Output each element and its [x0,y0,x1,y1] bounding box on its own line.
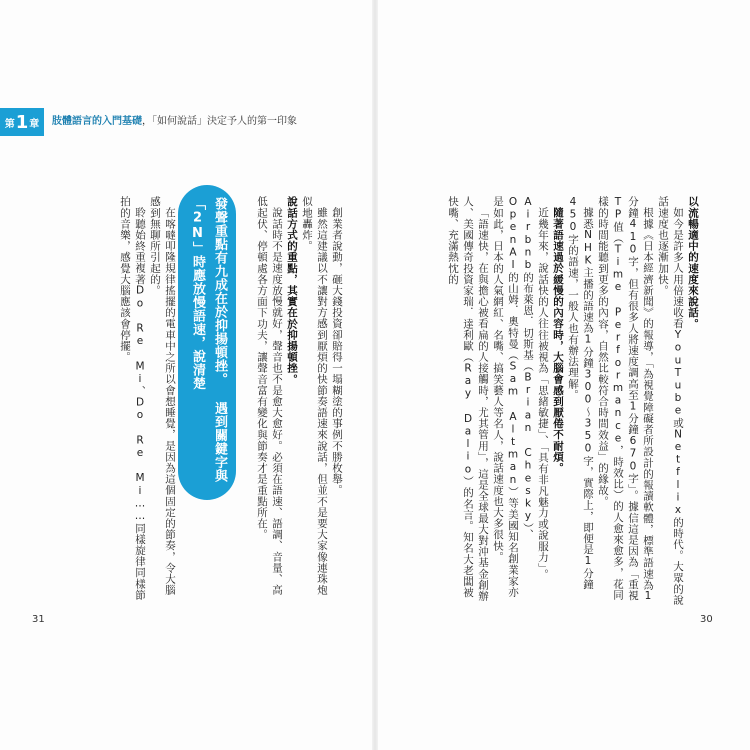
paragraph: 如今是許多人用倍速收看YouTube或Netflix的時代。大眾的說話速度也逐漸加快。 [657,196,684,605]
paragraph: 聆聽始終重複著Do Re Mi、Do Re Mi……同樣旋律同樣節拍的音樂，感覺大腦應該會停擺。 [119,196,146,600]
running-header-chapter-title: 肢體語言的入門基礎 [52,116,142,127]
paragraph: 近幾年來，說話快的人往往被視為「思緒敏捷」、「具有非凡魅力或說服力」。Airbnb的布萊恩．切斯基（Brian Chesky）、OpenAI的山姆．奧特曼（Sam Altman）等美國知名創業家亦是如此，日本的人氣網紅、名嘴、搞笑藝人等名人，說話速度也大多很快。 [492,196,549,598]
paragraph: 說話時不是速度放慢就好，聲音也不是愈大愈好。必須在語速、語調、音量、高低起伏、停頓處各方面下功夫，讓聲音富有變化與節奏才是重點所在。 [256,196,283,595]
emphasis-heading: 說話方式的重點，其實在於抑揚頓挫。 [286,196,298,385]
running-header [52,112,297,127]
key-point-callout [178,185,236,500]
right-page-body [400,196,700,606]
emphasis-paragraph: 隨著語速過於緩慢的內容時，大腦會感到厭倦不耐煩。 [552,206,564,473]
page-number-right: 30 [700,614,713,625]
chapter-suffix: 章 [29,118,40,130]
paragraph: 根據《日本經濟新聞》的報導，「為視覺障礙者所設計的報讀軟體，標準語速為1分鐘410字，但有很多人將速度調高至1分鐘670字」。據信這是因為「重視TP值（Time Performance，時效比）的人愈來愈多，花同樣的時間能聽到更多的內容，自然比較符合時間效益」的緣故。 [597,196,654,603]
page-number-left: 31 [32,614,45,625]
chapter-number: 1 [15,111,29,133]
callout-line-2: 遇到關鍵字與「2N」時應放慢語速，說清楚 [190,197,227,483]
page-gutter [372,0,378,750]
section-heading: 以流暢適中的速度來說話。 [687,196,699,330]
paragraph: 在喀噠叩隆規律搖擺的電車中之所以會想睡覺，是因為這個固定的節奏，令大腦感到無聊所引起的。 [149,196,176,595]
paragraph: 「語速快，在與擔心被看扁的人接觸時，尤其管用」，這是全球最大對沖基金創辦人、美國傳奇投資家瑞．達利歐（Ray Dalio）的名言。知名大老闆被快嘴、充滿熱忱的 [447,196,489,601]
running-header-subtitle: ，「如何說話」決定予人的第一印象 [142,116,297,127]
paragraph: 創業者說動，砸大錢投資卻賠得一塌糊塗的事例不勝枚舉。 [331,206,343,496]
callout-text [184,197,230,489]
paragraph: 據悉NHK主播的語速為1分鐘300～350字，實際上，即便是1分鐘450字的語速，一般人也有辦法理解。 [567,196,594,590]
callout-line-1: 發聲重點有九成在於抑揚頓挫。 [212,197,227,386]
paragraph: 雖然這建議以不讓對方感到厭煩的快節奏語速來說話，但並不是要大家像連珠炮似地轟炸。 [301,196,328,595]
chapter-tab [0,108,44,136]
chapter-prefix: 第 [4,118,15,130]
